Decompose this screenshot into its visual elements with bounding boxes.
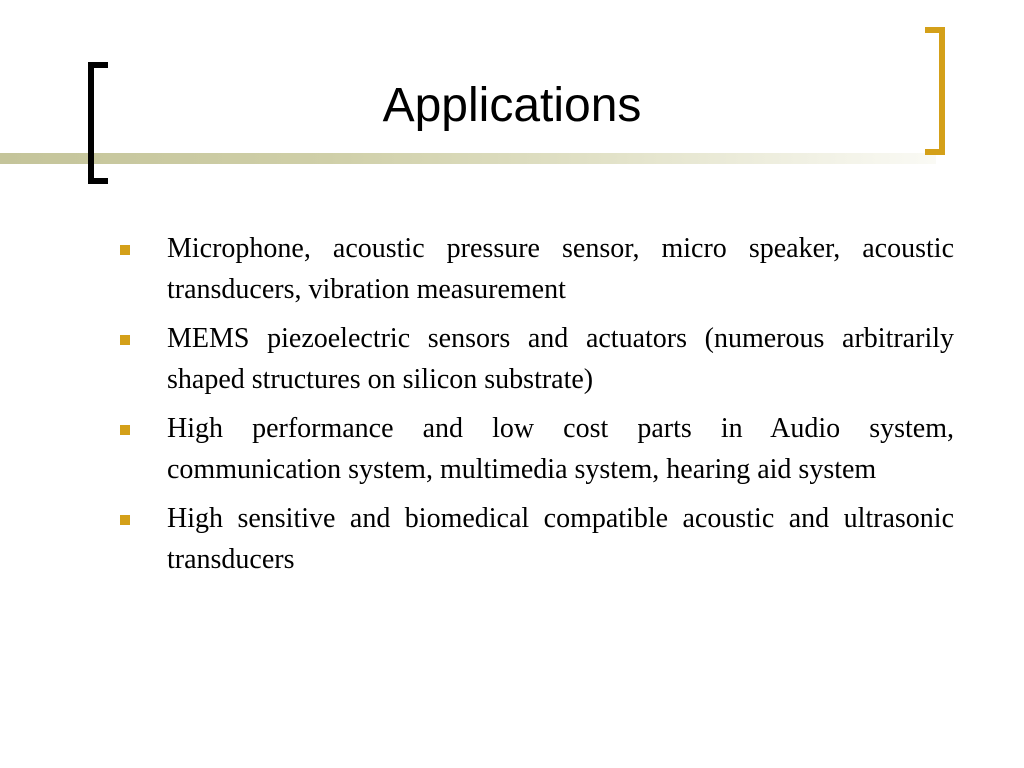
bullet-list xyxy=(116,228,954,588)
square-bullet-icon xyxy=(120,515,130,525)
square-bullet-icon xyxy=(120,245,130,255)
slide-title: Applications xyxy=(382,79,642,132)
bullet-item xyxy=(116,228,954,310)
bullet-text: MEMS piezoelectric sensors and actuators (numerous arbitrarily shaped structures on silicon substrate) xyxy=(167,323,954,395)
bullet-text: High sensitive and biomedical compatible acoustic and ultrasonic transducers xyxy=(167,503,954,575)
bullet-item xyxy=(116,408,954,490)
bullet-item xyxy=(116,318,954,400)
title-accent-band xyxy=(0,153,936,164)
bullet-text: Microphone, acoustic pressure sensor, micro speaker, acoustic transducers, vibration measurement xyxy=(167,233,954,305)
square-bullet-icon xyxy=(120,425,130,435)
bullet-item xyxy=(116,498,954,580)
bullet-text: High performance and low cost parts in Audio system, communication system, multimedia system, hearing aid system xyxy=(167,413,954,485)
square-bullet-icon xyxy=(120,335,130,345)
